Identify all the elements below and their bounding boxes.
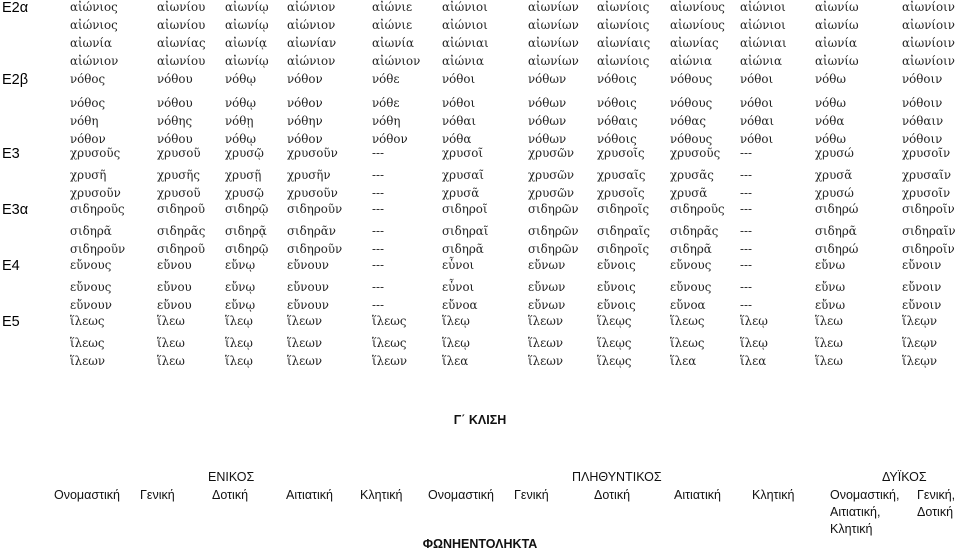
table-cell: --- [372,298,384,312]
table-row [70,114,960,132]
table-cell: νόθου [157,72,193,86]
header-singular: ΕΝΙΚΟΣ [208,470,255,484]
table-cell: νόθαι [740,114,774,128]
table-cell: νόθοι [740,72,774,86]
group-label-e4: Ε4 [2,258,20,274]
table-cell: νόθου [157,96,193,110]
table-cell: αἰωνίοις [597,0,650,14]
group-label-e2a: Ε2α [2,0,29,16]
table-cell: σιδηρῷ [225,202,269,216]
table-cell: εὔνουν [287,258,329,272]
table-cell: χρυσῆς [157,168,200,182]
table-cell: νόθοι [442,96,476,110]
table-cell: νόθοιν [902,96,943,110]
table-cell: νόθω [815,96,846,110]
table-cell: σιδηροῖ [442,202,488,216]
table-cell: νόθαιν [902,114,944,128]
table-cell: εὔνων [528,280,566,294]
table-cell: αἰωνίαις [597,36,651,50]
table-cell: αἰώνια [740,54,782,68]
header-plural: ΠΛΗΘΥΝΤΙΚΟΣ [572,470,662,484]
table-cell: σιδηροῦς [70,202,125,216]
table-cell: ἵλεων [287,314,323,328]
table-cell: ἵλεῳς [597,354,632,368]
table-cell: εὔνω [815,258,846,272]
case-sg-dat: Δοτική [212,488,249,502]
table-cell: εὔνω [815,298,846,312]
table-cell: σιδηρᾶ [70,224,112,238]
table-cell: σιδηροῖν [902,242,955,256]
table-cell: νόθοιν [902,72,943,86]
table-cell: αἰώνιος [70,18,118,32]
case-pl-nom: Ονομαστική [428,488,494,502]
table-cell: χρυσοῖς [597,186,645,200]
group-label-e2b: Ε2β [2,72,29,88]
group-label-e5: Ε5 [2,314,20,330]
table-cell: χρυσᾶ [815,168,853,182]
table-cell: νόθοις [597,96,637,110]
table-cell: εὔνους [70,258,112,272]
table-cell: εὔνῳ [225,298,256,312]
table-cell: αἰώνιον [287,54,336,68]
table-cell: σιδηρᾶς [157,224,206,238]
table-cell: νόθαις [597,114,638,128]
case-pl-dat: Δοτική [594,488,631,502]
table-cell: --- [372,242,384,256]
table-cell: νόθω [815,72,846,86]
table-cell: σιδηρῷ [225,242,269,256]
table-cell: αἰωνίοις [597,54,650,68]
table-cell: χρυσῆ [70,168,107,182]
table-cell: νόθω [815,132,846,146]
table-cell: χρυσοῖν [902,146,951,160]
table-cell: αἰωνίου [157,54,206,68]
case-du-acc: Αιτιατική, [830,505,881,519]
table-cell: αἰωνίων [528,54,579,68]
table-cell: ἵλεα [740,354,767,368]
table-cell: εὔνους [670,258,712,272]
table-cell: αἰωνία [372,36,414,50]
table-cell: εὔνου [157,280,192,294]
table-cell: ἵλεων [70,354,106,368]
table-cell: ἵλεως [70,314,105,328]
table-cell: αἰωνίας [157,36,206,50]
table-cell: ἵλεῳ [740,314,768,328]
table-cell: νόθοις [597,132,637,146]
table-cell: χρυσοῦν [287,146,338,160]
table-cell: χρυσοῦ [157,146,201,160]
table-cell: --- [740,298,752,312]
table-cell: εὔνου [157,258,192,272]
table-cell: αἰώνιον [287,18,336,32]
table-cell: --- [372,280,384,294]
table-row [70,202,960,220]
table-cell: νόθῳ [225,72,256,86]
table-cell: ἵλεα [670,354,697,368]
table-cell: αἰωνίους [670,0,725,14]
group-label-e3a: Ε3α [2,202,29,218]
table-cell: σιδηρώ [815,242,859,256]
table-cell: ἵλεων [287,354,323,368]
table-cell: χρυσῷ [225,186,264,200]
table-cell: ἵλεῳν [902,314,938,328]
table-cell: νόθων [528,72,567,86]
table-cell: σιδηρῶν [528,224,579,238]
table-cell: εὔνων [528,258,566,272]
table-cell: νόθους [670,72,713,86]
table-cell: ἵλεων [528,314,564,328]
table-cell: χρυσοῦν [287,186,338,200]
case-sg-voc: Κλητική [360,488,403,502]
table-cell: νόθα [442,132,472,146]
table-cell: σιδηρᾶ [670,242,712,256]
table-cell: αἰώνιοι [740,0,786,14]
table-row [70,54,960,72]
table-cell: ἵλεως [372,336,407,350]
table-cell: σιδηραῖν [902,224,956,238]
table-cell: αἰωνίαν [287,36,337,50]
table-cell: χρυσῶν [528,146,575,160]
table-cell: νόθας [670,114,706,128]
table-cell: χρυσώ [815,146,854,160]
case-sg-acc: Αιτιατική [286,488,333,502]
table-cell: αἰωνίοιν [902,0,955,14]
group-label-e3: Ε3 [2,146,20,162]
table-cell: χρυσοῦ [157,186,201,200]
table-cell: αἰωνίῳ [225,54,269,68]
table-cell: ἵλεῳν [902,354,938,368]
case-du-gen: Γενική, [917,488,956,502]
table-cell: αἰωνίων [528,0,579,14]
table-cell: σιδηρᾶς [670,224,719,238]
table-cell: νόθαι [442,114,476,128]
table-cell: αἰωνίου [157,18,206,32]
table-cell: αἰωνίοιν [902,18,955,32]
table-cell: αἰωνίοιν [902,54,955,68]
table-cell: σιδηροῖς [597,242,650,256]
table-cell: νόθους [670,132,713,146]
table-cell: σιδηροῦ [157,202,206,216]
table-cell: χρυσαῖ [442,168,484,182]
table-row [70,36,960,54]
table-cell: χρυσοῖς [597,146,645,160]
table-cell: ἵλεῳ [442,314,470,328]
table-cell: --- [372,146,384,160]
case-pl-voc: Κλητική [752,488,795,502]
table-cell: νόθος [70,96,106,110]
table-cell: ἵλεω [815,314,843,328]
table-cell: σιδηρώ [815,202,859,216]
table-cell: σιδηραῖ [442,224,489,238]
table-cell: εὔνοιν [902,298,942,312]
table-cell: ἵλεως [70,336,105,350]
table-cell: χρυσᾶ [442,186,480,200]
table-cell: νόθῳ [225,96,256,110]
table-cell: --- [740,224,752,238]
table-cell: νόθοι [740,96,774,110]
table-row [70,96,960,114]
case-pl-acc: Αιτιατική [674,488,721,502]
table-cell: χρυσαῖν [902,168,952,182]
table-cell: ἵλεω [815,354,843,368]
table-cell: νόθος [70,72,106,86]
table-cell: εὔνῳ [225,280,256,294]
table-cell: νόθον [287,72,323,86]
table-cell: χρυσώ [815,186,854,200]
table-cell: --- [372,202,384,216]
table-cell: νόθοι [740,132,774,146]
table-cell: χρυσῇ [225,168,262,182]
table-cell: σιδηροῦς [670,202,725,216]
table-cell: σιδηροῦν [70,242,126,256]
table-cell: νόθοιν [902,132,943,146]
table-cell: ἵλεῳ [225,314,253,328]
table-cell: χρυσοῖν [902,186,951,200]
table-cell: εὔνων [528,298,566,312]
table-cell: χρυσοῖ [442,146,484,160]
table-cell: αἰώνιε [372,18,413,32]
table-cell: αἰώνιε [372,0,413,14]
table-row [70,224,960,242]
table-cell: ἵλεῳ [740,336,768,350]
table-cell: --- [740,202,752,216]
table-cell: εὔνουν [70,298,112,312]
table-cell: νόθον [372,132,408,146]
table-cell: αἰώνιαι [442,36,489,50]
table-cell: --- [740,258,752,272]
table-cell: εὔνους [70,280,112,294]
table-cell: αἰώνιοι [442,18,488,32]
table-cell: αἰωνίας [670,36,719,50]
table-cell: εὔνοις [597,280,636,294]
table-row [70,0,960,18]
table-cell: ἵλεῳ [225,336,253,350]
table-cell: νόθην [287,114,323,128]
table-cell: χρυσᾶς [670,168,714,182]
table-cell: νόθε [372,72,400,86]
table-cell: νόθῃ [225,114,254,128]
table-cell: εὔνουν [287,280,329,294]
case-du-dat: Δοτική [917,505,954,519]
table-row [70,146,960,164]
table-cell: αἰώνιον [287,0,336,14]
header-dual: ΔΥΪΚΟΣ [882,470,927,484]
table-cell: ἵλεως [670,336,705,350]
table-cell: εὖνοι [442,280,475,294]
table-cell: ἵλεα [442,354,469,368]
table-cell: ἵλεως [670,314,705,328]
table-cell: σιδηροῖν [902,202,955,216]
table-cell: αἰωνίοις [597,18,650,32]
table-cell: αἰωνίοιν [902,36,955,50]
table-row [70,280,960,298]
table-cell: αἰωνίῳ [225,18,269,32]
table-cell: αἰώνιος [70,0,118,14]
table-row [70,354,960,372]
table-cell: εὔνῳ [225,258,256,272]
table-cell: αἰώνιοι [442,0,488,14]
table-cell: χρυσᾶ [670,186,708,200]
table-cell: ἵλεῳ [442,336,470,350]
table-cell: αἰωνία [815,36,857,50]
table-cell: αἰωνίω [815,54,859,68]
table-cell: --- [740,146,752,160]
table-row [70,314,960,332]
table-cell: εὔνοα [670,298,706,312]
table-cell: εὖνοι [442,258,475,272]
table-cell: εὔνω [815,280,846,294]
table-cell: νόθῳ [225,132,256,146]
table-cell: αἰωνίων [528,18,579,32]
table-cell: εὔνους [670,280,712,294]
table-cell: νόθον [287,96,323,110]
table-cell: σιδηρᾶ [442,242,484,256]
table-cell: αἰωνίῳ [225,0,269,14]
table-cell: σιδηρᾶ [815,224,857,238]
table-cell: νόθων [528,132,567,146]
table-cell: αἰώνιον [70,54,119,68]
table-cell: --- [740,186,752,200]
table-cell: νόθους [670,96,713,110]
table-cell: χρυσῶν [528,186,575,200]
table-cell: ἵλεῳν [902,336,938,350]
table-cell: ἵλεω [815,336,843,350]
table-row [70,336,960,354]
table-cell: αἰώνιοι [740,18,786,32]
table-cell: νόθου [157,132,193,146]
table-cell: --- [372,258,384,272]
table-cell: σιδηροῦν [287,202,343,216]
table-cell: σιδηρᾷ [225,224,267,238]
table-cell: --- [372,224,384,238]
table-cell: αἰωνίᾳ [225,36,267,50]
table-row [70,168,960,186]
table-cell: νόθοις [597,72,637,86]
table-cell: νόθα [815,114,845,128]
table-cell: --- [372,168,384,182]
table-cell: σιδηρῶν [528,202,579,216]
table-cell: εὔνοα [442,298,478,312]
footer-title: ΦΩΝΗΕΝΤΟΛΗΚΤΑ [422,537,538,551]
table-cell: χρυσοῦς [70,146,121,160]
case-du-nom: Ονομαστική, [830,488,900,502]
case-sg-gen: Γενική [140,488,175,502]
table-row [70,72,960,90]
table-cell: αἰωνίων [528,36,579,50]
case-sg-nom: Ονομαστική [54,488,120,502]
table-cell: αἰωνίω [815,0,859,14]
table-cell: χρυσῆν [287,168,331,182]
table-cell: ἵλεῳ [225,354,253,368]
table-cell: χρυσοῦς [670,146,721,160]
table-cell: εὔνοις [597,298,636,312]
table-cell: χρυσῷ [225,146,264,160]
table-cell: νόθων [528,96,567,110]
table-cell: --- [740,280,752,294]
table-cell: εὔνουν [287,298,329,312]
table-cell: αἰώνια [442,54,484,68]
table-cell: σιδηρᾶν [287,224,336,238]
table-cell: ἵλεων [528,336,564,350]
table-cell: αἰωνία [70,36,112,50]
table-row [70,18,960,36]
table-cell: νόθον [70,132,106,146]
table-cell: νόθη [372,114,401,128]
table-cell: νόθον [287,132,323,146]
table-cell: ἵλεῳς [597,336,632,350]
case-du-voc: Κλητική [830,522,873,536]
table-cell: αἰώνια [670,54,712,68]
table-cell: αἰωνίους [670,18,725,32]
table-cell: --- [740,242,752,256]
table-row [70,258,960,276]
table-cell: νόθη [70,114,99,128]
table-cell: εὔνοις [597,258,636,272]
table-cell: --- [372,186,384,200]
table-cell: σιδηρῶν [528,242,579,256]
table-cell: εὔνου [157,298,192,312]
table-cell: χρυσῶν [528,168,575,182]
table-cell: νόθων [528,114,567,128]
table-cell: ἵλεω [157,354,185,368]
table-cell: ἵλεων [372,354,408,368]
table-cell: εὔνοιν [902,258,942,272]
table-cell: σιδηροῦ [157,242,206,256]
table-cell: σιδηροῖς [597,202,650,216]
table-cell: νόθε [372,96,400,110]
table-cell: σιδηραῖς [597,224,650,238]
table-cell: αἰωνίου [157,0,206,14]
table-cell: ἵλεως [372,314,407,328]
table-cell: χρυσαῖς [597,168,646,182]
table-cell: νόθης [157,114,193,128]
table-cell: αἰώνιον [372,54,421,68]
case-pl-gen: Γενική [514,488,549,502]
table-cell: αἰώνιαι [740,36,787,50]
table-cell: ἵλεῳς [597,314,632,328]
table-cell: ἵλεων [528,354,564,368]
table-cell: ἵλεων [287,336,323,350]
table-cell: εὔνοιν [902,280,942,294]
table-cell: σιδηροῦν [287,242,343,256]
table-cell: χρυσοῦν [70,186,121,200]
table-cell: αἰωνίω [815,18,859,32]
table-cell: --- [740,168,752,182]
section-title: Γ΄ ΚΛΙΣΗ [453,413,507,427]
table-cell: νόθοι [442,72,476,86]
table-cell: ἵλεω [157,314,185,328]
table-cell: ἵλεω [157,336,185,350]
